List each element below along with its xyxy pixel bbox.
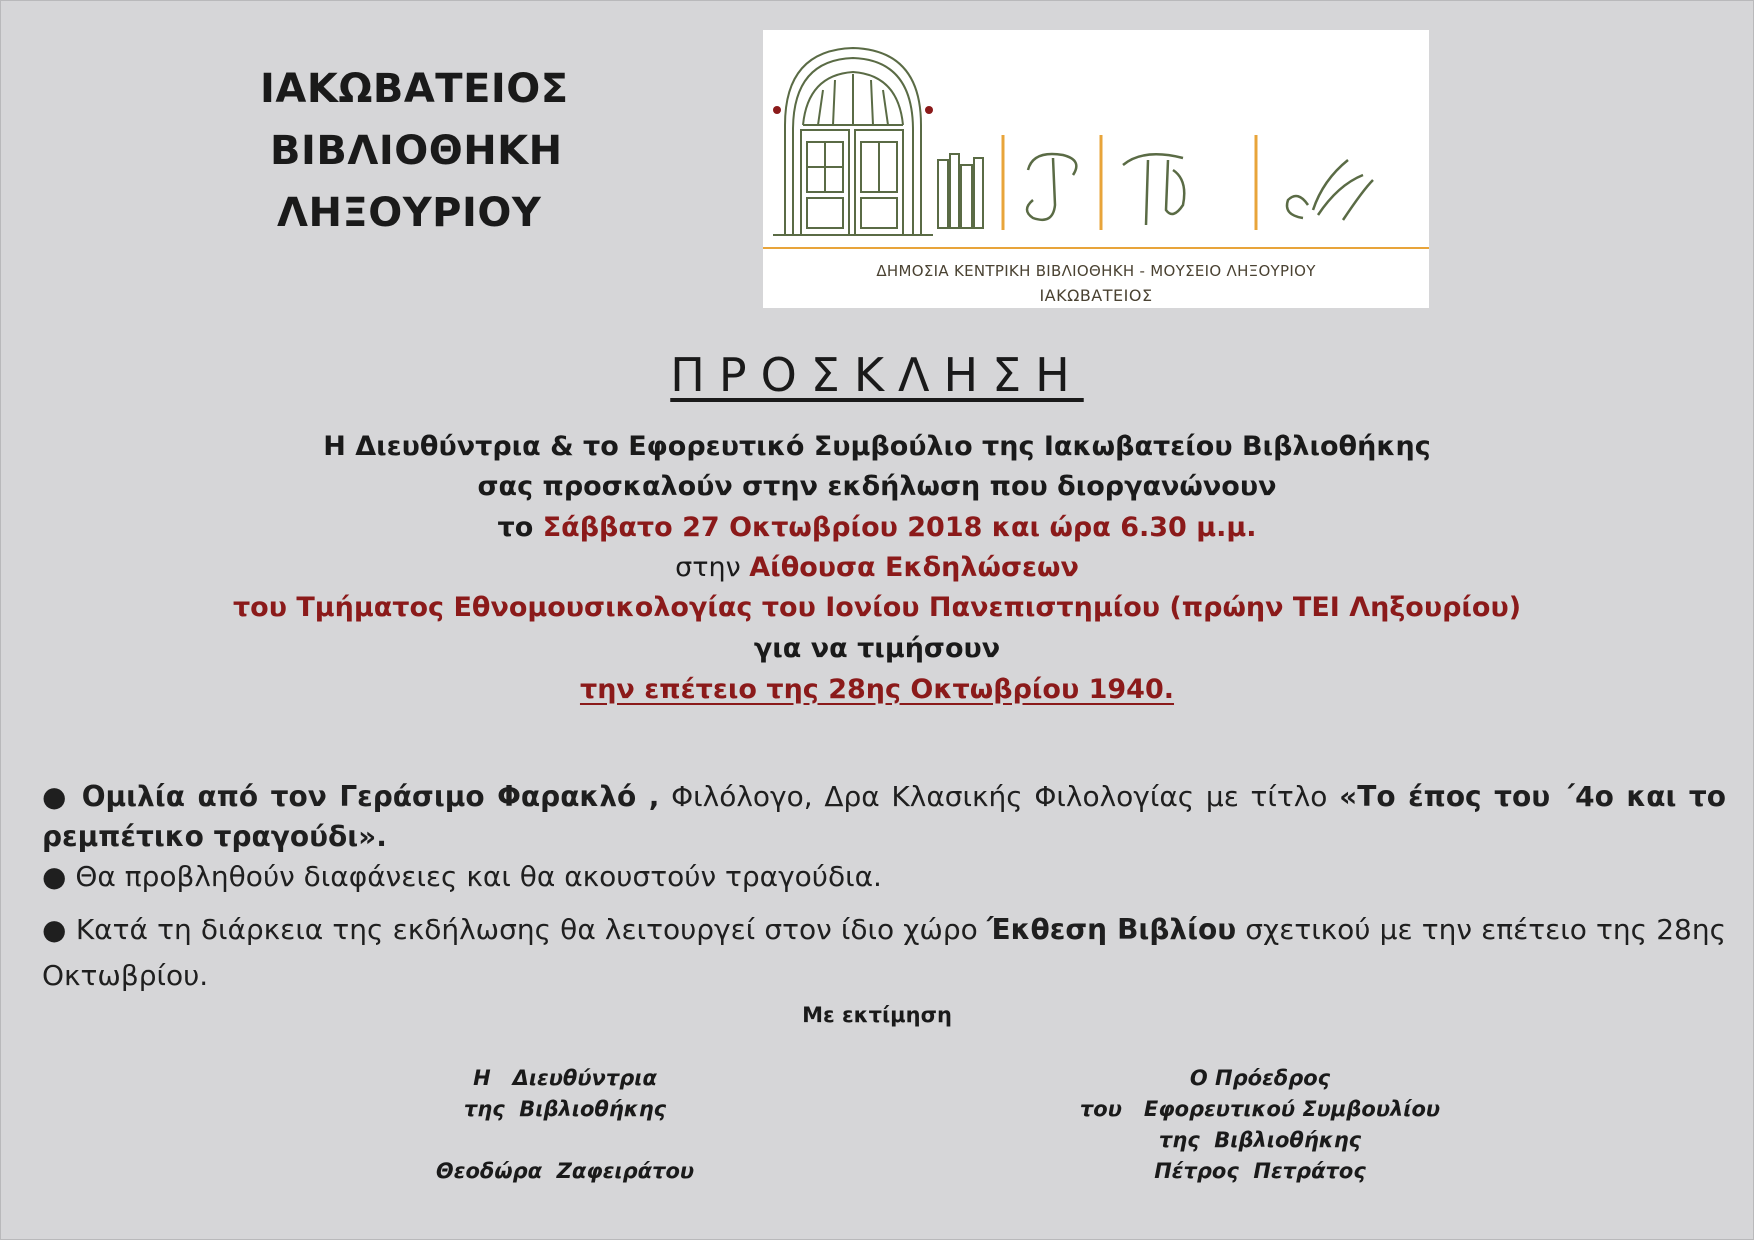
date-prefix: το: [497, 512, 543, 543]
speech-text: Φιλόλογο, Δρα Κλασικής Φιλολογίας με τίτλο: [659, 780, 1340, 813]
speech-title: «Το έπος του ΄4ο και το ρεμπέτικο τραγούδι».: [42, 780, 1727, 853]
invitation-line1: Η Διευθύντρια & το Εφορευτικό Συμβούλιο της Ιακωβατείου Βιβλιοθήκης: [323, 431, 1431, 462]
invitation-heading: ΠΡΟΣΚΛΗΣΗ: [670, 348, 1084, 402]
signature-president: [1060, 1063, 1460, 1187]
venue-prefix: στην: [675, 552, 750, 583]
director-title: Η Διευθύντρια: [473, 1066, 657, 1090]
director-name: Θεοδώρα Ζαφειράτου: [435, 1159, 695, 1183]
invitation-date-line: [0, 512, 1754, 543]
anniversary-text: την επέτειο της 28ης Οκτωβρίου 1940.: [579, 674, 1175, 705]
institution-name-line1: ΙΑΚΩΒΑΤΕΙΟΣ: [260, 66, 569, 112]
invitation-anniversary-line: [0, 674, 1754, 705]
bullet-slides: ● Θα προβληθούν διαφάνειες και θα ακουστούν τραγούδια.: [42, 860, 882, 893]
closing-text: Με εκτίμηση: [802, 1003, 952, 1027]
institution-name: [230, 58, 590, 244]
library-logo-sketch: [763, 30, 1429, 260]
event-venue: Αίθουσα Εκδηλώσεων: [749, 552, 1079, 583]
institution-name-line2: ΒΙΒΛΙΟΘΗΚΗ: [270, 128, 563, 174]
event-details: [42, 777, 1726, 999]
exhibition-bold: Έκθεση Βιβλίου: [986, 913, 1237, 946]
invitation-venue-line: [0, 552, 1754, 583]
invitation-line2: σας προσκαλούν στην εκδήλωση που διοργανώνουν: [477, 471, 1277, 502]
bullet-speech: [42, 777, 1726, 857]
speech-intro: ● Ομιλία από τον Γεράσιμο Φαρακλό ,: [42, 780, 660, 813]
director-library: της Βιβλιοθήκης: [463, 1097, 667, 1121]
president-title: Ο Πρόεδρος: [1189, 1066, 1331, 1090]
bullet-exhibition: [42, 907, 1726, 999]
logo-subtitle-line2: ΙΑΚΩΒΑΤΕΙΟΣ: [1039, 286, 1153, 305]
signature-director: [400, 1063, 730, 1187]
logo-subtitle-line1: ΔΗΜΟΣΙΑ ΚΕΝΤΡΙΚΗ ΒΙΒΛΙΟΘΗΚΗ - ΜΟΥΣΕΙΟ ΛΗΞΟΥΡΙΟΥ: [876, 262, 1316, 280]
exhibition-prefix: ● Κατά τη διάρκεια της εκδήλωσης θα λειτουργεί στον ίδιο χώρο: [42, 913, 987, 946]
president-library: της Βιβλιοθήκης: [1158, 1128, 1362, 1152]
exhibition-suffix: σχετικού με την επέτειο της 28ης Οκτωβρίου.: [42, 913, 1726, 992]
invitation-line6: για να τιμήσουν: [753, 633, 1001, 664]
invitation-department-line: του Τμήματος Εθνομουσικολογίας του Ιονίου Πανεπιστημίου (πρώην ΤΕΙ Ληξουρίου): [232, 592, 1522, 623]
event-date: Σάββατο 27 Οκτωβρίου 2018 και ώρα 6.30 μ.μ.: [542, 512, 1257, 543]
president-board: του Εφορευτικού Συμβουλίου: [1079, 1097, 1441, 1121]
president-name: Πέτρος Πετράτος: [1154, 1159, 1366, 1183]
institution-name-line3: ΛΗΞΟΥΡΙΟΥ: [277, 190, 542, 236]
library-logo: [763, 30, 1429, 308]
